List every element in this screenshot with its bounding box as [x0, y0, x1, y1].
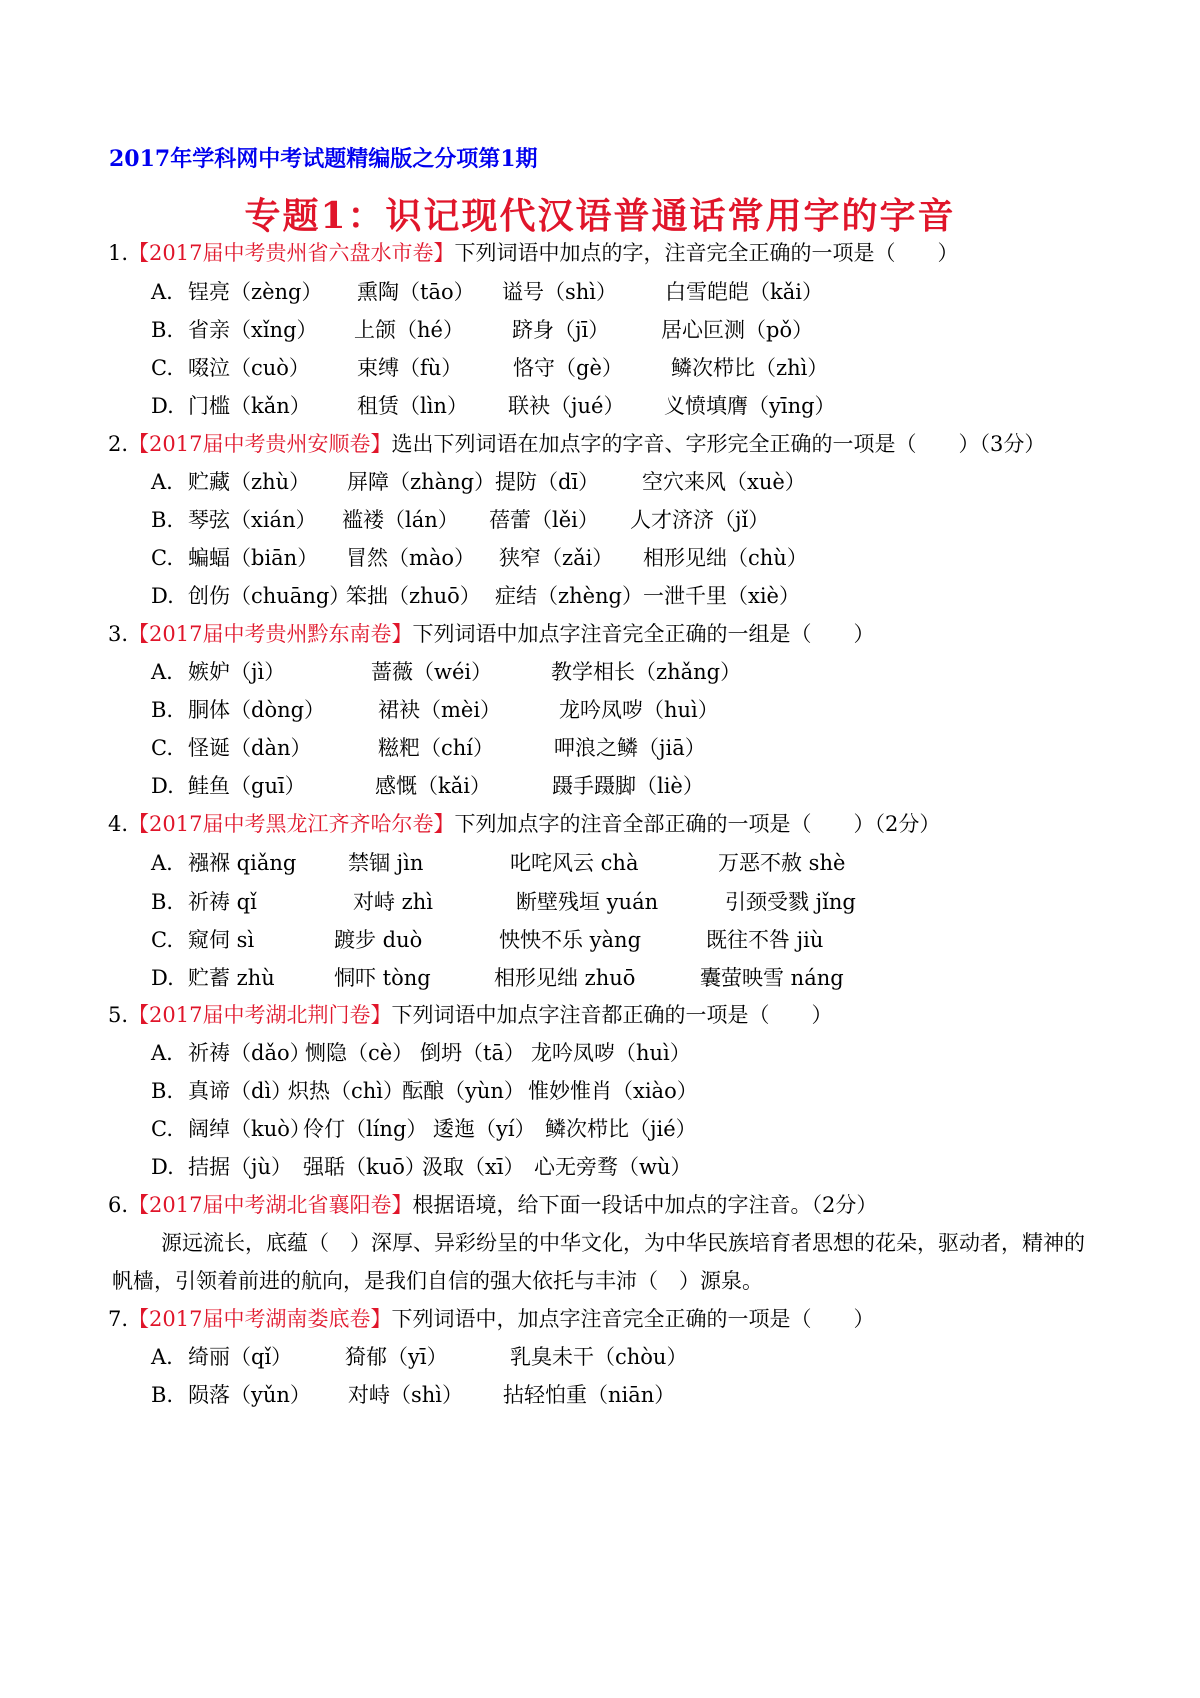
question-source: 【2017届中考湖北省襄阳卷】 — [128, 1193, 413, 1217]
option-item: 心无旁骛（wù） — [534, 1155, 692, 1179]
option-item: 强聒（kuō） — [303, 1155, 426, 1179]
option-item: 呷浪之鳞（jiā） — [554, 736, 706, 760]
option-label: C. — [151, 928, 173, 952]
option-item: 胴体（dòng） — [188, 698, 326, 722]
option-item: 教学相长（zhǎng） — [551, 660, 742, 684]
option-item: 白雪皑皑（kǎi） — [665, 280, 823, 304]
option-item: 一泄千里（xiè） — [643, 584, 800, 608]
question-5 — [108, 1000, 833, 1030]
option-item: 窥伺 sì — [188, 928, 255, 952]
option-item: 祈祷（dǎo） — [188, 1041, 311, 1065]
option-item: 叱咤风云 chà — [510, 851, 639, 875]
option-item: 龙吟凤哕（huì） — [531, 1041, 691, 1065]
option-item: 锃亮（zèng） — [188, 280, 323, 304]
option-item: 既往不咎 jiù — [706, 928, 824, 952]
option-item: 熏陶（tāo） — [357, 280, 475, 304]
option-item: 万恶不赦 shè — [718, 851, 846, 875]
option-item: 冒然（mào） — [346, 546, 476, 570]
option-item: 褴褛（lán） — [342, 508, 459, 532]
option-item: 跻身（jī） — [512, 318, 610, 342]
option-item: 租赁（lìn） — [357, 394, 468, 418]
option-item: 禁锢 jìn — [348, 851, 424, 875]
option-item: 裙袂（mèi） — [378, 698, 502, 722]
question-2 — [108, 429, 1045, 459]
option-item: 绮丽（qǐ） — [188, 1345, 293, 1369]
option-item: 蓓蕾（lěi） — [489, 508, 599, 532]
option-item: 蹑手蹑脚（liè） — [552, 774, 704, 798]
option-item: 联袂（jué） — [508, 394, 625, 418]
option-item: 真谛（dì） — [188, 1079, 293, 1103]
question-stem: 根据语境，给下面一段话中加点的字注音。（2分） — [412, 1193, 878, 1217]
option-item: 怪诞（dàn） — [188, 736, 312, 760]
passage-line: 源远流长，底蕴（ ）深厚、异彩纷呈的中华文化，为中华民族培育者思想的花朵，驱动者，精神的 — [161, 1231, 1085, 1255]
option-item: 怏怏不乐 yàng — [499, 928, 642, 952]
option-label: C. — [151, 546, 173, 570]
question-source: 【2017届中考贵州安顺卷】 — [128, 432, 392, 456]
option-item: 啜泣（cuò） — [188, 356, 310, 380]
option-item: 狭窄（zǎi） — [499, 546, 614, 570]
option-label: D. — [151, 774, 174, 798]
option-label: A. — [151, 470, 173, 494]
question-7 — [108, 1304, 875, 1334]
option-label: D. — [151, 966, 174, 990]
option-label: D. — [151, 394, 174, 418]
option-item: 酝酿（yùn） — [402, 1079, 525, 1103]
option-item: 龙吟凤哕（huì） — [559, 698, 719, 722]
option-label: A. — [151, 660, 173, 684]
option-item: 对峙 zhì — [353, 890, 433, 914]
option-item: 囊萤映雪 náng — [700, 966, 844, 990]
question-number: 4. — [108, 812, 129, 836]
question-stem: 选出下列词语在加点字的字音、字形完全正确的一项是（ ）（3分） — [391, 432, 1046, 456]
option-label: A. — [151, 280, 173, 304]
question-3 — [108, 619, 875, 649]
option-item: 症结（zhèng） — [495, 584, 643, 608]
option-item: 人才济济（jǐ） — [630, 508, 770, 532]
option-item: 省亲（xǐng） — [188, 318, 318, 342]
option-label: B. — [151, 890, 174, 914]
option-item: 谥号（shì） — [502, 280, 618, 304]
question-number: 3. — [108, 622, 129, 646]
question-source: 【2017届中考贵州省六盘水市卷】 — [128, 241, 455, 265]
option-item: 鳞次栉比（zhì） — [671, 356, 829, 380]
option-item: 恪守（gè） — [513, 356, 623, 380]
option-item: 门槛（kǎn） — [188, 394, 311, 418]
option-item: 嫉妒（jì） — [188, 660, 286, 684]
option-label: A. — [151, 851, 173, 875]
option-item: 拮据（jù） — [188, 1155, 293, 1179]
question-number: 1. — [108, 241, 129, 265]
option-item: 惟妙惟肖（xiào） — [528, 1079, 698, 1103]
option-label: B. — [151, 318, 174, 342]
question-stem: 下列词语中加点字注音完全正确的一组是（ ） — [412, 622, 875, 646]
question-6 — [108, 1190, 877, 1220]
question-number: 2. — [108, 432, 129, 456]
option-label: B. — [151, 508, 174, 532]
question-source: 【2017届中考贵州黔东南卷】 — [128, 622, 413, 646]
option-item: 蔷薇（wéi） — [371, 660, 493, 684]
option-item: 恻隐（cè） — [305, 1041, 414, 1065]
option-item: 感慨（kǎi） — [375, 774, 491, 798]
passage-line: 帆樯，引领着前进的航向，是我们自信的强大依托与丰沛（ ）源泉。 — [112, 1269, 763, 1293]
option-label: C. — [151, 736, 173, 760]
question-stem: 下列词语中加点字注音都正确的一项是（ ） — [391, 1003, 833, 1027]
option-item: 乳臭未干（chòu） — [510, 1345, 688, 1369]
option-label: C. — [151, 1117, 173, 1141]
option-item: 汲取（xī） — [422, 1155, 525, 1179]
option-item: 引颈受戮 jǐng — [725, 890, 856, 914]
option-label: A. — [151, 1345, 173, 1369]
option-item: 居心叵测（pǒ） — [661, 318, 814, 342]
option-label: B. — [151, 698, 174, 722]
option-item: 蝙蝠（biān） — [188, 546, 319, 570]
question-number: 7. — [108, 1307, 129, 1331]
option-label: B. — [151, 1079, 174, 1103]
option-item: 踱步 duò — [334, 928, 423, 952]
option-item: 贮蓄 zhù — [188, 966, 275, 990]
option-item: 琴弦（xián） — [188, 508, 317, 532]
option-item: 对峙（shì） — [348, 1383, 464, 1407]
option-item: 恫吓 tòng — [334, 966, 431, 990]
question-source: 【2017届中考湖北荆门卷】 — [128, 1003, 392, 1027]
option-item: 炽热（chì） — [288, 1079, 405, 1103]
option-item: 贮藏（zhù） — [188, 470, 311, 494]
option-item: 提防（dī） — [495, 470, 600, 494]
option-label: C. — [151, 356, 173, 380]
option-item: 屏障（zhàng） — [347, 470, 496, 494]
question-number: 5. — [108, 1003, 129, 1027]
option-item: 鲑鱼（guī） — [188, 774, 306, 798]
option-item: 断壁残垣 yuán — [516, 890, 659, 914]
option-item: 创伤（chuāng） — [188, 584, 351, 608]
option-item: 相形见绌（chù） — [643, 546, 808, 570]
option-item: 糍粑（chí） — [378, 736, 495, 760]
question-stem: 下列词语中加点的字，注音完全正确的一项是（ ） — [454, 241, 959, 265]
option-item: 陨落（yǔn） — [188, 1383, 311, 1407]
question-stem: 下列加点字的注音全部正确的一项是（ ）（2分） — [454, 812, 941, 836]
question-source: 【2017届中考湖南娄底卷】 — [128, 1307, 392, 1331]
option-item: 伶仃（líng） — [303, 1117, 428, 1141]
option-item: 逶迤（yí） — [433, 1117, 536, 1141]
document-subtitle: 2017年学科网中考试题精编版之分项第1期 — [109, 146, 538, 172]
option-item: 相形见绌 zhuō — [494, 966, 636, 990]
option-item: 襁褓 qiǎng — [188, 851, 297, 875]
option-item: 空穴来风（xuè） — [642, 470, 806, 494]
question-1 — [108, 238, 959, 268]
question-source: 【2017届中考黑龙江齐齐哈尔卷】 — [128, 812, 455, 836]
option-item: 束缚（fù） — [357, 356, 463, 380]
document-title: 专题1：识记现代汉语普通话常用字的字音 — [244, 195, 956, 237]
option-item: 笨拙（zhuō） — [346, 584, 481, 608]
option-item: 祈祷 qǐ — [188, 890, 257, 914]
option-item: 鳞次栉比（jié） — [545, 1117, 697, 1141]
question-4 — [108, 809, 940, 839]
option-label: D. — [151, 1155, 174, 1179]
option-label: D. — [151, 584, 174, 608]
option-item: 猗郁（yī） — [345, 1345, 448, 1369]
option-item: 倒坍（tā） — [420, 1041, 525, 1065]
question-stem: 下列词语中，加点字注音完全正确的一项是（ ） — [391, 1307, 875, 1331]
option-item: 阔绰（kuò） — [188, 1117, 311, 1141]
option-item: 义愤填膺（yīng） — [664, 394, 836, 418]
option-label: B. — [151, 1383, 174, 1407]
option-item: 上颌（hé） — [354, 318, 464, 342]
question-number: 6. — [108, 1193, 129, 1217]
option-label: A. — [151, 1041, 173, 1065]
option-item: 拈轻怕重（niān） — [503, 1383, 676, 1407]
